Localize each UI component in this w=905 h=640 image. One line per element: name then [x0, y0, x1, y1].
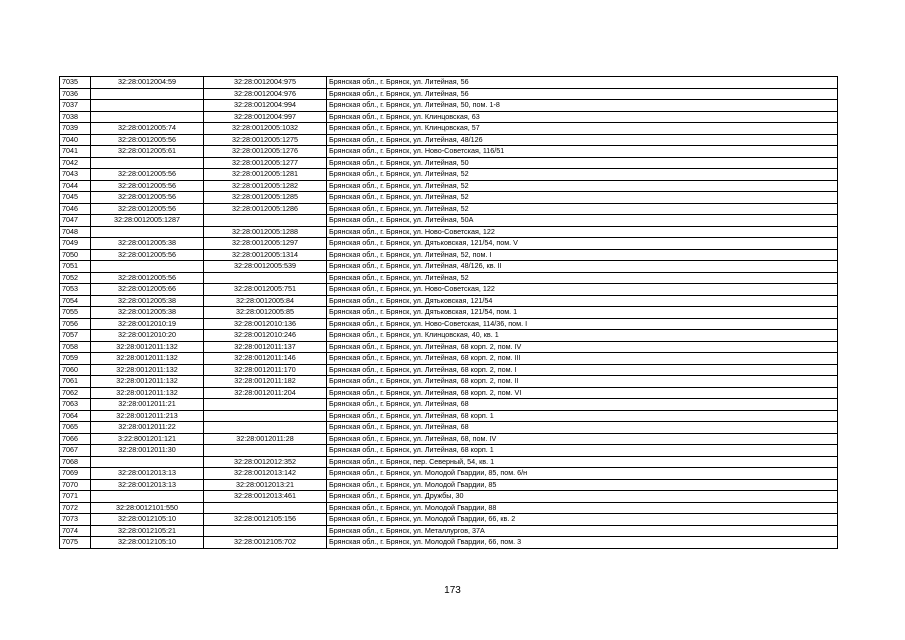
row-number-cell: 7057: [60, 330, 91, 342]
cadastral-number-cell: 32:28:0012013:461: [204, 491, 327, 503]
address-cell: Брянская обл., г. Брянск, ул. Литейная, 68 корп. 2, пом. VI: [327, 387, 838, 399]
cadastral-number-cell: 32:28:0012011:146: [204, 353, 327, 365]
row-number-cell: 7053: [60, 284, 91, 296]
table-row: [60, 364, 838, 376]
address-cell: Брянская обл., г. Брянск, ул. Литейная, 68, пом. IV: [327, 433, 838, 445]
table-row: [60, 456, 838, 468]
cadastral-number-cell: [204, 399, 327, 411]
cadastral-number-cell: 32:28:0012005:1286: [204, 203, 327, 215]
cadastral-number-cell: 32:28:0012011:204: [204, 387, 327, 399]
cadastral-parent-cell: 32:28:0012005:56: [91, 192, 204, 204]
cadastral-number-cell: 32:28:0012005:1281: [204, 169, 327, 181]
row-number-cell: 7035: [60, 77, 91, 89]
cadastral-number-cell: 32:28:0012004:994: [204, 100, 327, 112]
cadastral-parent-cell: 32:28:0012011:21: [91, 399, 204, 411]
row-number-cell: 7054: [60, 295, 91, 307]
cadastral-number-cell: 32:28:0012005:1285: [204, 192, 327, 204]
cadastral-parent-cell: 32:28:0012011:132: [91, 376, 204, 388]
row-number-cell: 7066: [60, 433, 91, 445]
cadastral-parent-cell: 32:28:0012005:56: [91, 180, 204, 192]
cadastral-number-cell: 32:28:0012011:182: [204, 376, 327, 388]
table-row: [60, 445, 838, 457]
cadastral-number-cell: 32:28:0012004:975: [204, 77, 327, 89]
address-cell: Брянская обл., г. Брянск, ул. Молодой Гвардии, 85: [327, 479, 838, 491]
cadastral-number-cell: 32:28:0012005:1032: [204, 123, 327, 135]
row-number-cell: 7049: [60, 238, 91, 250]
cadastral-number-cell: 32:28:0012013:21: [204, 479, 327, 491]
row-number-cell: 7043: [60, 169, 91, 181]
address-cell: Брянская обл., г. Брянск, ул. Молодой Гвардии, 85, пом. 6/н: [327, 468, 838, 480]
cadastral-number-cell: 32:28:0012011:137: [204, 341, 327, 353]
address-cell: Брянская обл., г. Брянск, ул. Молодой Гвардии, 66, пом. 3: [327, 537, 838, 549]
row-number-cell: 7044: [60, 180, 91, 192]
row-number-cell: 7040: [60, 134, 91, 146]
row-number-cell: 7055: [60, 307, 91, 319]
row-number-cell: 7048: [60, 226, 91, 238]
row-number-cell: 7036: [60, 88, 91, 100]
cadastral-parent-cell: 32:28:0012005:38: [91, 238, 204, 250]
row-number-cell: 7075: [60, 537, 91, 549]
cadastral-number-cell: [204, 445, 327, 457]
address-cell: Брянская обл., г. Брянск, ул. Литейная, 52: [327, 169, 838, 181]
cadastral-parent-cell: [91, 111, 204, 123]
table-row: [60, 146, 838, 158]
cadastral-parent-cell: [91, 456, 204, 468]
address-cell: Брянская обл., г. Брянск, ул. Литейная, 48/126, кв. II: [327, 261, 838, 273]
cadastral-parent-cell: 32:28:0012004:59: [91, 77, 204, 89]
table-row: [60, 307, 838, 319]
cadastral-parent-cell: 32:28:0012105:10: [91, 537, 204, 549]
row-number-cell: 7042: [60, 157, 91, 169]
table-row: [60, 376, 838, 388]
address-cell: Брянская обл., г. Брянск, ул. Литейная, 68: [327, 399, 838, 411]
table-row: [60, 272, 838, 284]
cadastral-number-cell: 32:28:0012010:246: [204, 330, 327, 342]
table-row: [60, 249, 838, 261]
cadastral-number-cell: [204, 410, 327, 422]
row-number-cell: 7039: [60, 123, 91, 135]
address-cell: Брянская обл., г. Брянск, ул. Литейная, 52: [327, 272, 838, 284]
table-row: [60, 284, 838, 296]
row-number-cell: 7065: [60, 422, 91, 434]
row-number-cell: 7037: [60, 100, 91, 112]
row-number-cell: 7071: [60, 491, 91, 503]
address-cell: Брянская обл., г. Брянск, ул. Ново-Советская, 116/51: [327, 146, 838, 158]
address-cell: Брянская обл., г. Брянск, ул. Молодой Гвардии, 88: [327, 502, 838, 514]
address-cell: Брянская обл., г. Брянск, пер. Северный, 54, кв. 1: [327, 456, 838, 468]
table-row: [60, 514, 838, 526]
cadastral-number-cell: 32:28:0012005:1282: [204, 180, 327, 192]
table-row: [60, 468, 838, 480]
table-row: [60, 226, 838, 238]
cadastral-number-cell: 32:28:0012005:539: [204, 261, 327, 273]
cadastral-parent-cell: 32:28:0012011:132: [91, 364, 204, 376]
cadastral-number-cell: 32:28:0012005:1288: [204, 226, 327, 238]
cadastral-number-cell: [204, 215, 327, 227]
address-cell: Брянская обл., г. Брянск, ул. Литейная, 68 корп. 2, пом. III: [327, 353, 838, 365]
cadastral-parent-cell: [91, 157, 204, 169]
cadastral-number-cell: 32:28:0012105:702: [204, 537, 327, 549]
cadastral-parent-cell: 32:28:0012010:20: [91, 330, 204, 342]
table-row: [60, 399, 838, 411]
row-number-cell: 7052: [60, 272, 91, 284]
table-row: [60, 180, 838, 192]
row-number-cell: 7041: [60, 146, 91, 158]
row-number-cell: 7070: [60, 479, 91, 491]
table-row: [60, 341, 838, 353]
table-row: [60, 318, 838, 330]
page-number: 173: [444, 585, 461, 596]
cadastral-number-cell: 32:28:0012011:170: [204, 364, 327, 376]
cadastral-parent-cell: 32:28:0012005:56: [91, 203, 204, 215]
address-cell: Брянская обл., г. Брянск, ул. Литейная, 68 корп. 2, пом. I: [327, 364, 838, 376]
registry-table: [59, 76, 838, 549]
cadastral-number-cell: 32:28:0012005:1297: [204, 238, 327, 250]
cadastral-parent-cell: 32:28:0012011:132: [91, 387, 204, 399]
cadastral-number-cell: [204, 525, 327, 537]
cadastral-parent-cell: [91, 491, 204, 503]
row-number-cell: 7067: [60, 445, 91, 457]
cadastral-parent-cell: 32:28:0012013:13: [91, 468, 204, 480]
address-cell: Брянская обл., г. Брянск, ул. Литейная, 56: [327, 77, 838, 89]
cadastral-parent-cell: 3:22:8001201:121: [91, 433, 204, 445]
table-row: [60, 169, 838, 181]
cadastral-number-cell: 32:28:0012012:352: [204, 456, 327, 468]
cadastral-parent-cell: 32:28:0012005:56: [91, 169, 204, 181]
row-number-cell: 7072: [60, 502, 91, 514]
address-cell: Брянская обл., г. Брянск, ул. Металлургов, 37А: [327, 525, 838, 537]
cadastral-parent-cell: 32:28:0012011:22: [91, 422, 204, 434]
table-row: [60, 491, 838, 503]
cadastral-parent-cell: [91, 88, 204, 100]
cadastral-parent-cell: 32:28:0012005:66: [91, 284, 204, 296]
cadastral-parent-cell: 32:28:0012005:1287: [91, 215, 204, 227]
address-cell: Брянская обл., г. Брянск, ул. Дятьковская, 121/54, пом. 1: [327, 307, 838, 319]
table-row: [60, 238, 838, 250]
address-cell: Брянская обл., г. Брянск, ул. Литейная, 50: [327, 157, 838, 169]
table-row: [60, 77, 838, 89]
cadastral-parent-cell: 32:28:0012101:550: [91, 502, 204, 514]
cadastral-parent-cell: 32:28:0012010:19: [91, 318, 204, 330]
address-cell: Брянская обл., г. Брянск, ул. Дятьковская, 121/54, пом. V: [327, 238, 838, 250]
cadastral-number-cell: [204, 422, 327, 434]
table-row: [60, 215, 838, 227]
cadastral-parent-cell: 32:28:0012011:132: [91, 353, 204, 365]
cadastral-parent-cell: 32:28:0012011:30: [91, 445, 204, 457]
address-cell: Брянская обл., г. Брянск, ул. Литейная, 48/126: [327, 134, 838, 146]
address-cell: Брянская обл., г. Брянск, ул. Литейная, 68 корп. 1: [327, 410, 838, 422]
address-cell: Брянская обл., г. Брянск, ул. Клинцовская, 63: [327, 111, 838, 123]
row-number-cell: 7056: [60, 318, 91, 330]
cadastral-number-cell: 32:28:0012013:142: [204, 468, 327, 480]
address-cell: Брянская обл., г. Брянск, ул. Литейная, 68 корп. 2, пом. IV: [327, 341, 838, 353]
table-row: [60, 261, 838, 273]
address-cell: Брянская обл., г. Брянск, ул. Литейная, 52: [327, 180, 838, 192]
address-cell: Брянская обл., г. Брянск, ул. Литейная, 52: [327, 203, 838, 215]
cadastral-parent-cell: 32:28:0012005:56: [91, 249, 204, 261]
table-row: [60, 111, 838, 123]
table-row: [60, 134, 838, 146]
cadastral-parent-cell: 32:28:0012105:10: [91, 514, 204, 526]
row-number-cell: 7058: [60, 341, 91, 353]
cadastral-parent-cell: 32:28:0012005:56: [91, 134, 204, 146]
cadastral-number-cell: 32:28:0012005:1314: [204, 249, 327, 261]
cadastral-number-cell: 32:28:0012010:136: [204, 318, 327, 330]
cadastral-parent-cell: 32:28:0012005:61: [91, 146, 204, 158]
cadastral-number-cell: 32:28:0012004:997: [204, 111, 327, 123]
address-cell: Брянская обл., г. Брянск, ул. Литейная, 50А: [327, 215, 838, 227]
row-number-cell: 7060: [60, 364, 91, 376]
table-row: [60, 157, 838, 169]
cadastral-number-cell: 32:28:0012005:751: [204, 284, 327, 296]
table-row: [60, 537, 838, 549]
address-cell: Брянская обл., г. Брянск, ул. Дружбы, 30: [327, 491, 838, 503]
table-row: [60, 123, 838, 135]
cadastral-parent-cell: 32:28:0012013:13: [91, 479, 204, 491]
table-row: [60, 410, 838, 422]
cadastral-parent-cell: [91, 100, 204, 112]
row-number-cell: 7051: [60, 261, 91, 273]
address-cell: Брянская обл., г. Брянск, ул. Литейная, 52, пом. I: [327, 249, 838, 261]
cadastral-parent-cell: 32:28:0012011:213: [91, 410, 204, 422]
cadastral-parent-cell: 32:28:0012105:21: [91, 525, 204, 537]
cadastral-parent-cell: [91, 226, 204, 238]
row-number-cell: 7038: [60, 111, 91, 123]
address-cell: Брянская обл., г. Брянск, ул. Ново-Советская, 122: [327, 226, 838, 238]
table-row: [60, 433, 838, 445]
table-row: [60, 100, 838, 112]
cadastral-parent-cell: 32:28:0012011:132: [91, 341, 204, 353]
address-cell: Брянская обл., г. Брянск, ул. Ново-Советская, 122: [327, 284, 838, 296]
row-number-cell: 7059: [60, 353, 91, 365]
cadastral-number-cell: 32:28:0012005:85: [204, 307, 327, 319]
table-row: [60, 203, 838, 215]
row-number-cell: 7073: [60, 514, 91, 526]
address-cell: Брянская обл., г. Брянск, ул. Литейная, 56: [327, 88, 838, 100]
cadastral-number-cell: 32:28:0012011:28: [204, 433, 327, 445]
row-number-cell: 7046: [60, 203, 91, 215]
cadastral-parent-cell: 32:28:0012005:38: [91, 295, 204, 307]
row-number-cell: 7064: [60, 410, 91, 422]
row-number-cell: 7062: [60, 387, 91, 399]
cadastral-number-cell: [204, 502, 327, 514]
address-cell: Брянская обл., г. Брянск, ул. Литейная, 50, пом. 1-8: [327, 100, 838, 112]
address-cell: Брянская обл., г. Брянск, ул. Дятьковская, 121/54: [327, 295, 838, 307]
cadastral-parent-cell: 32:28:0012005:74: [91, 123, 204, 135]
table-row: [60, 479, 838, 491]
address-cell: Брянская обл., г. Брянск, ул. Литейная, 68 корп. 2, пом. II: [327, 376, 838, 388]
table-row: [60, 353, 838, 365]
cadastral-parent-cell: [91, 261, 204, 273]
row-number-cell: 7050: [60, 249, 91, 261]
address-cell: Брянская обл., г. Брянск, ул. Клинцовская, 57: [327, 123, 838, 135]
row-number-cell: 7068: [60, 456, 91, 468]
address-cell: Брянская обл., г. Брянск, ул. Молодой Гвардии, 66, кв. 2: [327, 514, 838, 526]
row-number-cell: 7061: [60, 376, 91, 388]
address-cell: Брянская обл., г. Брянск, ул. Литейная, 68 корп. 1: [327, 445, 838, 457]
table-row: [60, 502, 838, 514]
row-number-cell: 7069: [60, 468, 91, 480]
address-cell: Брянская обл., г. Брянск, ул. Литейная, 68: [327, 422, 838, 434]
table-row: [60, 330, 838, 342]
cadastral-parent-cell: 32:28:0012005:56: [91, 272, 204, 284]
cadastral-number-cell: 32:28:0012004:976: [204, 88, 327, 100]
cadastral-number-cell: 32:28:0012005:84: [204, 295, 327, 307]
cadastral-parent-cell: 32:28:0012005:38: [91, 307, 204, 319]
cadastral-number-cell: 32:28:0012105:156: [204, 514, 327, 526]
table-row: [60, 387, 838, 399]
table-row: [60, 192, 838, 204]
address-cell: Брянская обл., г. Брянск, ул. Ново-Советская, 114/36, пом. I: [327, 318, 838, 330]
cadastral-number-cell: 32:28:0012005:1277: [204, 157, 327, 169]
row-number-cell: 7074: [60, 525, 91, 537]
table-row: [60, 295, 838, 307]
registry-table-body: [60, 77, 838, 549]
address-cell: Брянская обл., г. Брянск, ул. Клинцовская, 40, кв. 1: [327, 330, 838, 342]
row-number-cell: 7045: [60, 192, 91, 204]
table-row: [60, 88, 838, 100]
row-number-cell: 7063: [60, 399, 91, 411]
address-cell: Брянская обл., г. Брянск, ул. Литейная, 52: [327, 192, 838, 204]
table-row: [60, 525, 838, 537]
cadastral-number-cell: 32:28:0012005:1276: [204, 146, 327, 158]
cadastral-number-cell: [204, 272, 327, 284]
cadastral-number-cell: 32:28:0012005:1275: [204, 134, 327, 146]
row-number-cell: 7047: [60, 215, 91, 227]
table-row: [60, 422, 838, 434]
